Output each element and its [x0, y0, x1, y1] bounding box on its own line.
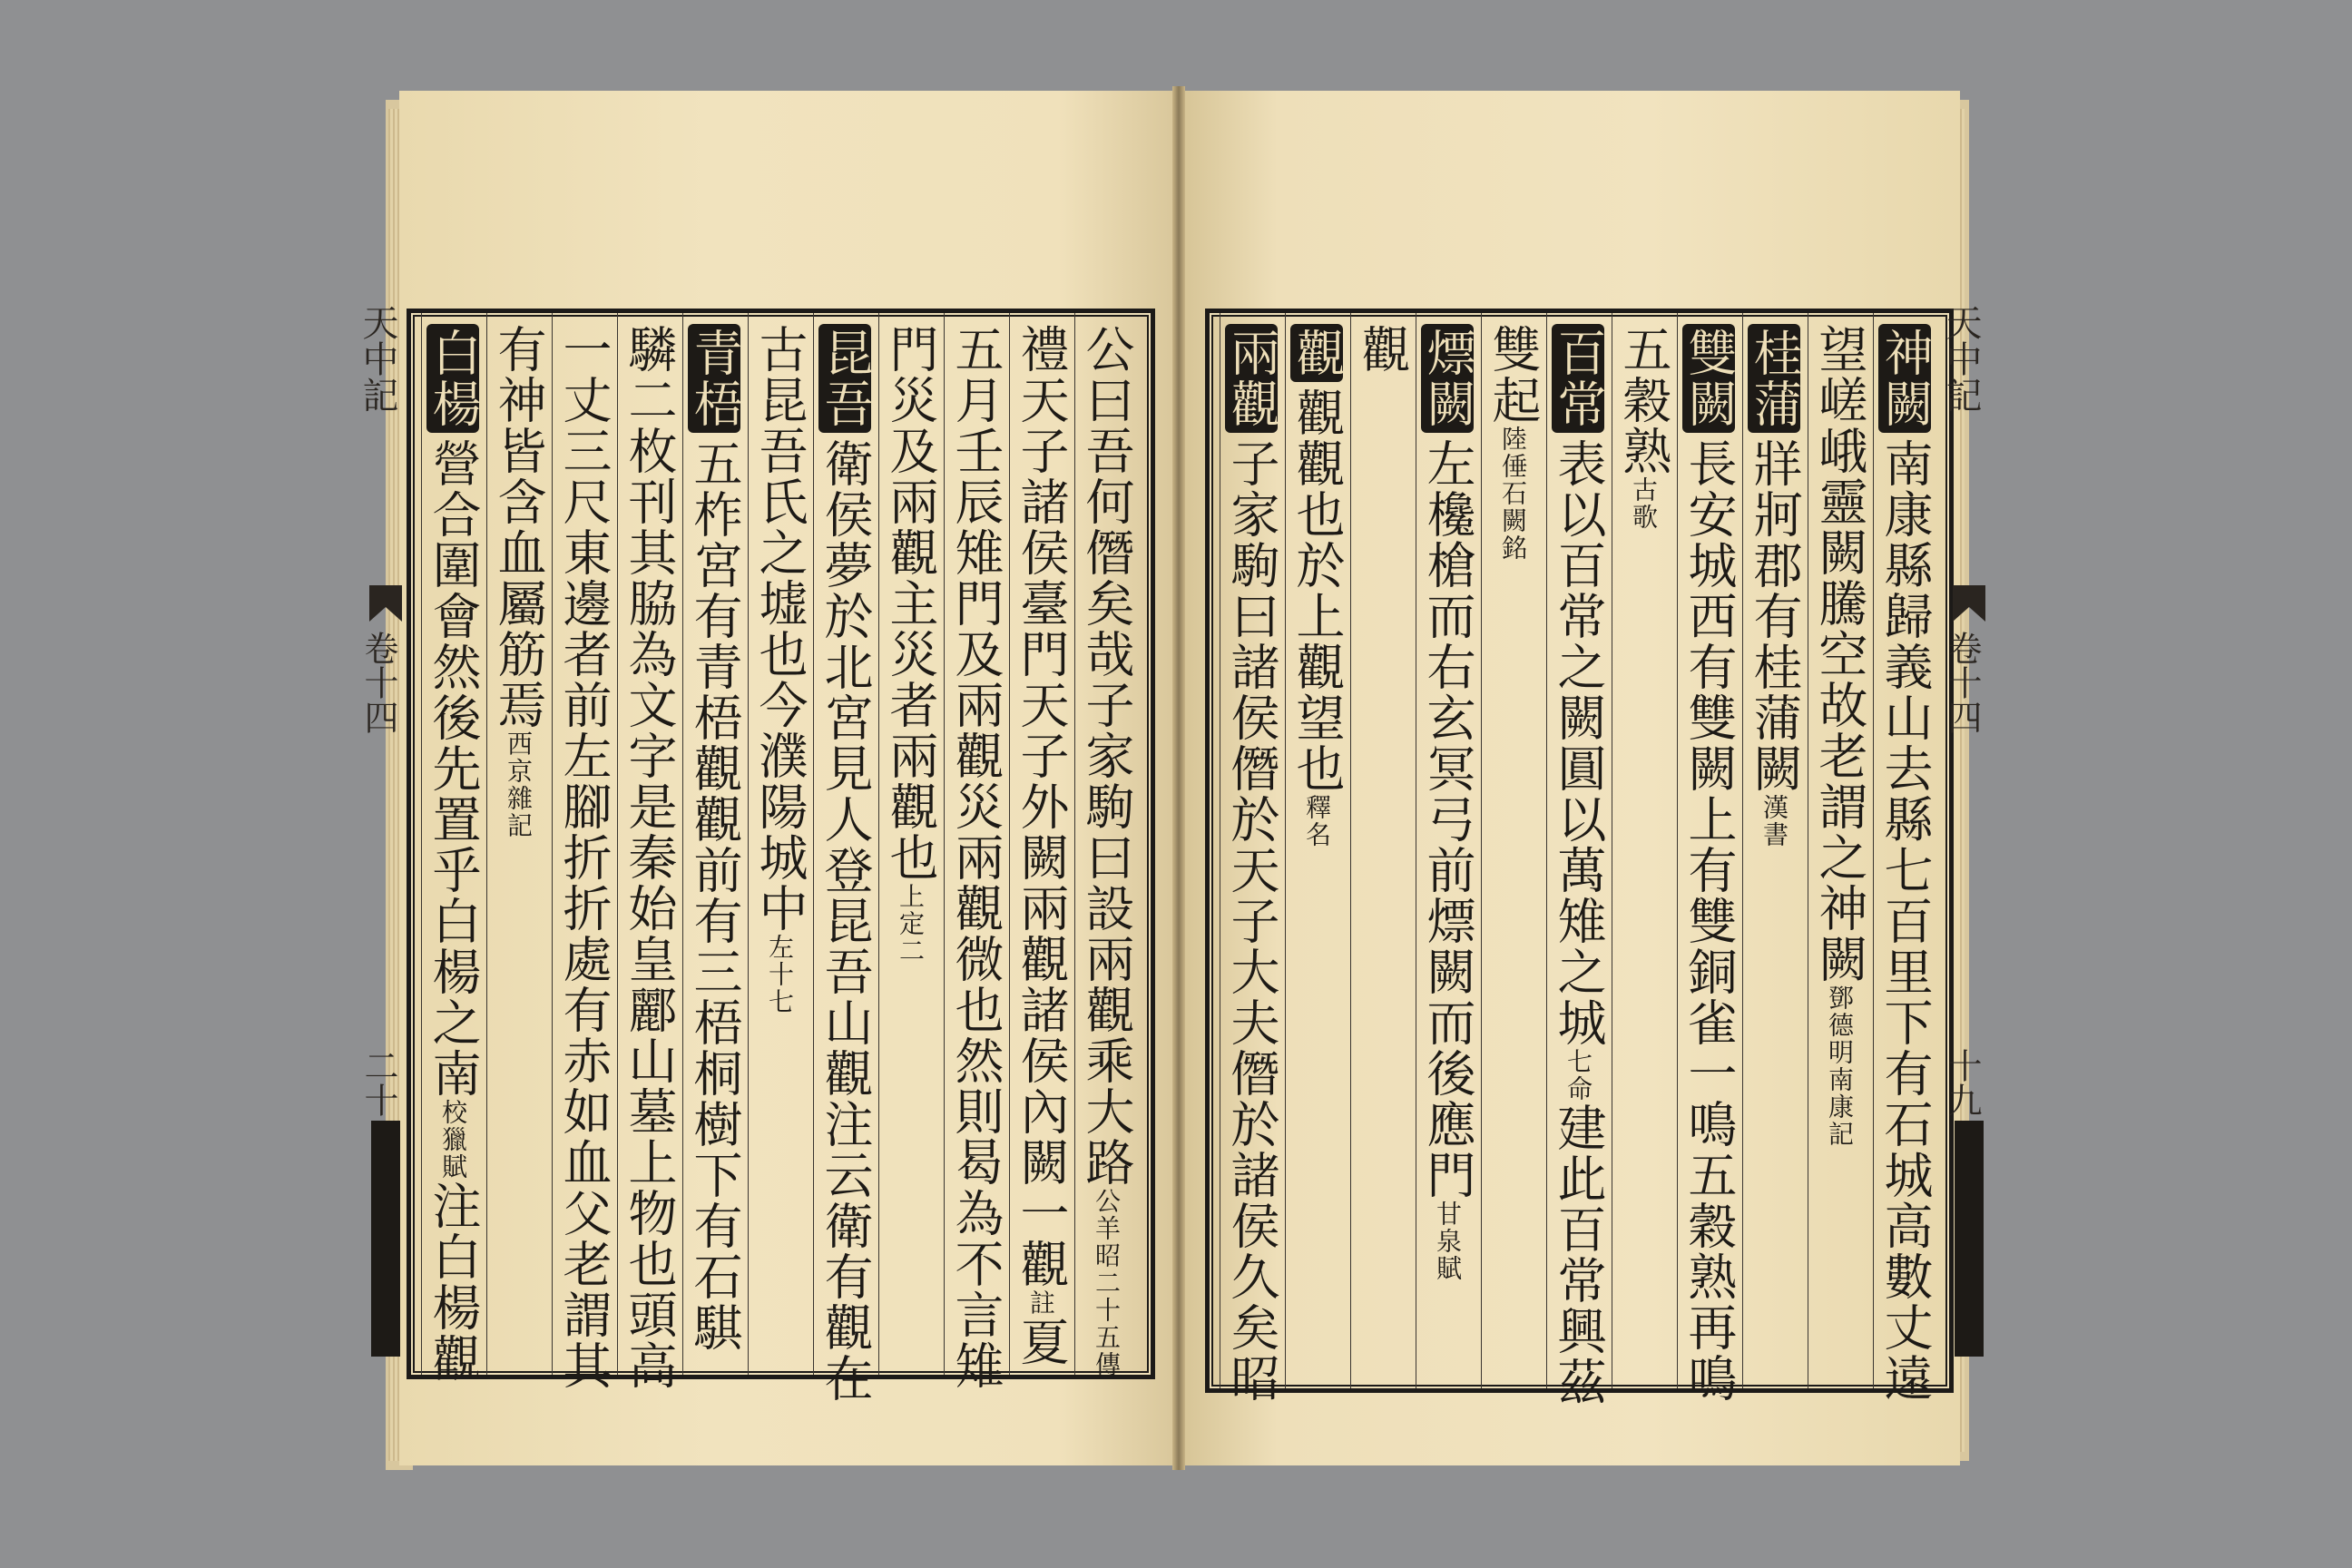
- column-rule: [944, 313, 945, 1375]
- column-text: 五穀熟: [1615, 324, 1672, 476]
- leaf-number: 二十: [358, 1048, 398, 1117]
- source-annotation: 漢書: [1759, 794, 1789, 848]
- column-text: 牂牁郡有桂蒲闕: [1746, 438, 1803, 794]
- column-text-continued: 建此百常興茲: [1550, 1102, 1607, 1407]
- source-annotation: 上定二: [896, 883, 926, 965]
- right-text-column: [1617, 324, 1670, 531]
- source-annotation: 七命: [1563, 1048, 1593, 1102]
- column-rule: [552, 313, 553, 1375]
- juan-number: 卷十四: [1942, 631, 1982, 734]
- entry-heading-badge: 雙闕: [1682, 324, 1735, 433]
- right-text-column: [1354, 324, 1411, 375]
- black-mouth-mark: [1955, 1121, 1984, 1357]
- source-annotation: 釋名: [1302, 794, 1332, 848]
- column-text: 雙起: [1485, 324, 1542, 426]
- column-text: 一丈三尺東邊者前左腳折折處有赤如血父老謂其: [555, 324, 612, 1391]
- column-text-continued: 夏: [1013, 1317, 1070, 1367]
- left-text-column: [1013, 324, 1070, 1367]
- entry-heading-badge: 熛闕: [1421, 324, 1474, 433]
- column-text: 五柞宮有青梧觀觀前有三梧桐樹下有石騏: [686, 438, 743, 1353]
- right-text-column: [1289, 324, 1346, 848]
- column-text: 禮天子諸侯臺門天子外闕兩觀諸侯內闕一觀: [1013, 324, 1070, 1289]
- source-annotation: 註: [1026, 1289, 1056, 1317]
- leaf-number: 十九: [1942, 1048, 1982, 1117]
- banxin-title: 天中記: [1940, 304, 1982, 413]
- column-text-continued: 注白楊觀: [425, 1181, 482, 1384]
- right-text-column: [1550, 324, 1607, 1407]
- banxin-title: 天中記: [357, 304, 398, 413]
- column-rule: [1873, 313, 1874, 1388]
- entry-heading-badge: 昆吾: [818, 324, 871, 433]
- column-rule: [813, 313, 814, 1375]
- entry-heading-badge: 桂蒲: [1748, 324, 1800, 433]
- juan-number: 卷十四: [358, 631, 398, 734]
- left-text-column: [621, 324, 678, 1391]
- right-text-column: [1225, 324, 1278, 1404]
- left-text-column: [1078, 324, 1135, 1378]
- column-rule: [1285, 313, 1286, 1388]
- entry-heading-badge: 白楊: [426, 324, 479, 433]
- left-text-column: [949, 324, 1002, 1391]
- column-rule: [1677, 313, 1678, 1388]
- entry-heading-badge: 百常: [1552, 324, 1604, 433]
- fish-tail-mark: [369, 585, 402, 622]
- column-rule: [617, 313, 618, 1375]
- entry-heading-badge: 青梧: [688, 324, 740, 433]
- right-text-column: [1877, 324, 1934, 1404]
- fish-tail-mark: [1953, 585, 1985, 622]
- source-annotation: 校獵賦: [438, 1099, 468, 1181]
- left-text-column: [753, 324, 806, 1015]
- left-text-column: [557, 324, 610, 1391]
- source-annotation: 西京雜記: [504, 730, 534, 839]
- left-text-column: [490, 324, 547, 839]
- column-rule: [1742, 313, 1743, 1388]
- left-banxin: [357, 304, 404, 1375]
- right-text-frame: [1205, 309, 1954, 1407]
- source-annotation: 甘泉賦: [1433, 1200, 1463, 1282]
- column-text: 衛侯夢於北宮見人登昆吾山觀注云衛有觀在: [817, 438, 874, 1404]
- column-text: 南康縣歸義山去縣七百里下有石城高數丈遠: [1877, 438, 1934, 1404]
- column-text: 營合圍會然後先置乎白楊之南: [425, 438, 482, 1099]
- column-text: 驎二枚刊其脇為文字是秦始皇酈山墓上物也頭高: [621, 324, 678, 1391]
- column-text: 長安城西有雙闕上有雙銅雀一鳴五穀熟再鳴: [1681, 438, 1738, 1404]
- right-text-column: [1746, 324, 1803, 848]
- source-annotation: 陸倕石闕銘: [1498, 426, 1528, 562]
- column-rule: [682, 313, 683, 1375]
- entry-heading-badge: 神闕: [1878, 324, 1931, 433]
- right-text-column: [1813, 324, 1866, 1148]
- left-text-column: [425, 324, 482, 1384]
- column-rule: [1481, 313, 1482, 1388]
- column-rule: [878, 313, 879, 1375]
- left-text-column: [817, 324, 874, 1404]
- column-rule: [748, 313, 749, 1375]
- left-text-column: [686, 324, 743, 1353]
- column-text: 觀: [1354, 324, 1411, 375]
- right-text-column: [1681, 324, 1738, 1404]
- column-text: 公曰吾何僭矣哉子家駒曰設兩觀乘大路: [1078, 324, 1135, 1188]
- entry-heading-badge: 觀: [1290, 324, 1343, 382]
- black-mouth-mark: [371, 1121, 400, 1357]
- column-rule: [1350, 313, 1351, 1388]
- right-text-column: [1421, 324, 1474, 1282]
- column-text: 五月壬辰雉門及兩觀災兩觀微也然則曷為不言雉: [947, 324, 1004, 1391]
- column-text: 有神皆含血屬筋焉: [490, 324, 547, 730]
- column-text: 望嵯峨靈闕騰空故老謂之神闕: [1811, 324, 1868, 985]
- left-text-frame: [407, 309, 1155, 1404]
- column-rule: [1009, 313, 1010, 1375]
- column-text: 門災及兩觀主災者兩觀也: [882, 324, 939, 883]
- column-text: 左欃槍而右玄冥弓前熛闕而後應門: [1419, 438, 1476, 1200]
- left-text-column: [882, 324, 939, 965]
- column-rule: [1074, 313, 1075, 1375]
- column-text: 表以百常之闕圓以萬雉之城: [1550, 438, 1607, 1048]
- source-annotation: 鄧德明南康記: [1825, 985, 1855, 1148]
- column-text: 觀觀也於上觀望也: [1289, 387, 1346, 794]
- source-annotation: 公羊昭二十五傳: [1092, 1188, 1122, 1378]
- right-banxin: [1940, 304, 1987, 1375]
- column-rule: [1546, 313, 1547, 1388]
- source-annotation: 古歌: [1629, 476, 1659, 531]
- column-text: 子家駒曰諸侯僭於天子大夫僭於諸侯久矣昭: [1223, 438, 1280, 1404]
- column-rule: [486, 313, 487, 1375]
- column-text: 古昆吾氏之墟也今濮陽城中: [751, 324, 808, 934]
- column-rule: [421, 313, 422, 1375]
- source-annotation: 左十七: [765, 934, 795, 1015]
- entry-heading-badge: 兩觀: [1225, 324, 1278, 433]
- right-text-column: [1485, 324, 1542, 562]
- book-gutter: [1172, 86, 1185, 1470]
